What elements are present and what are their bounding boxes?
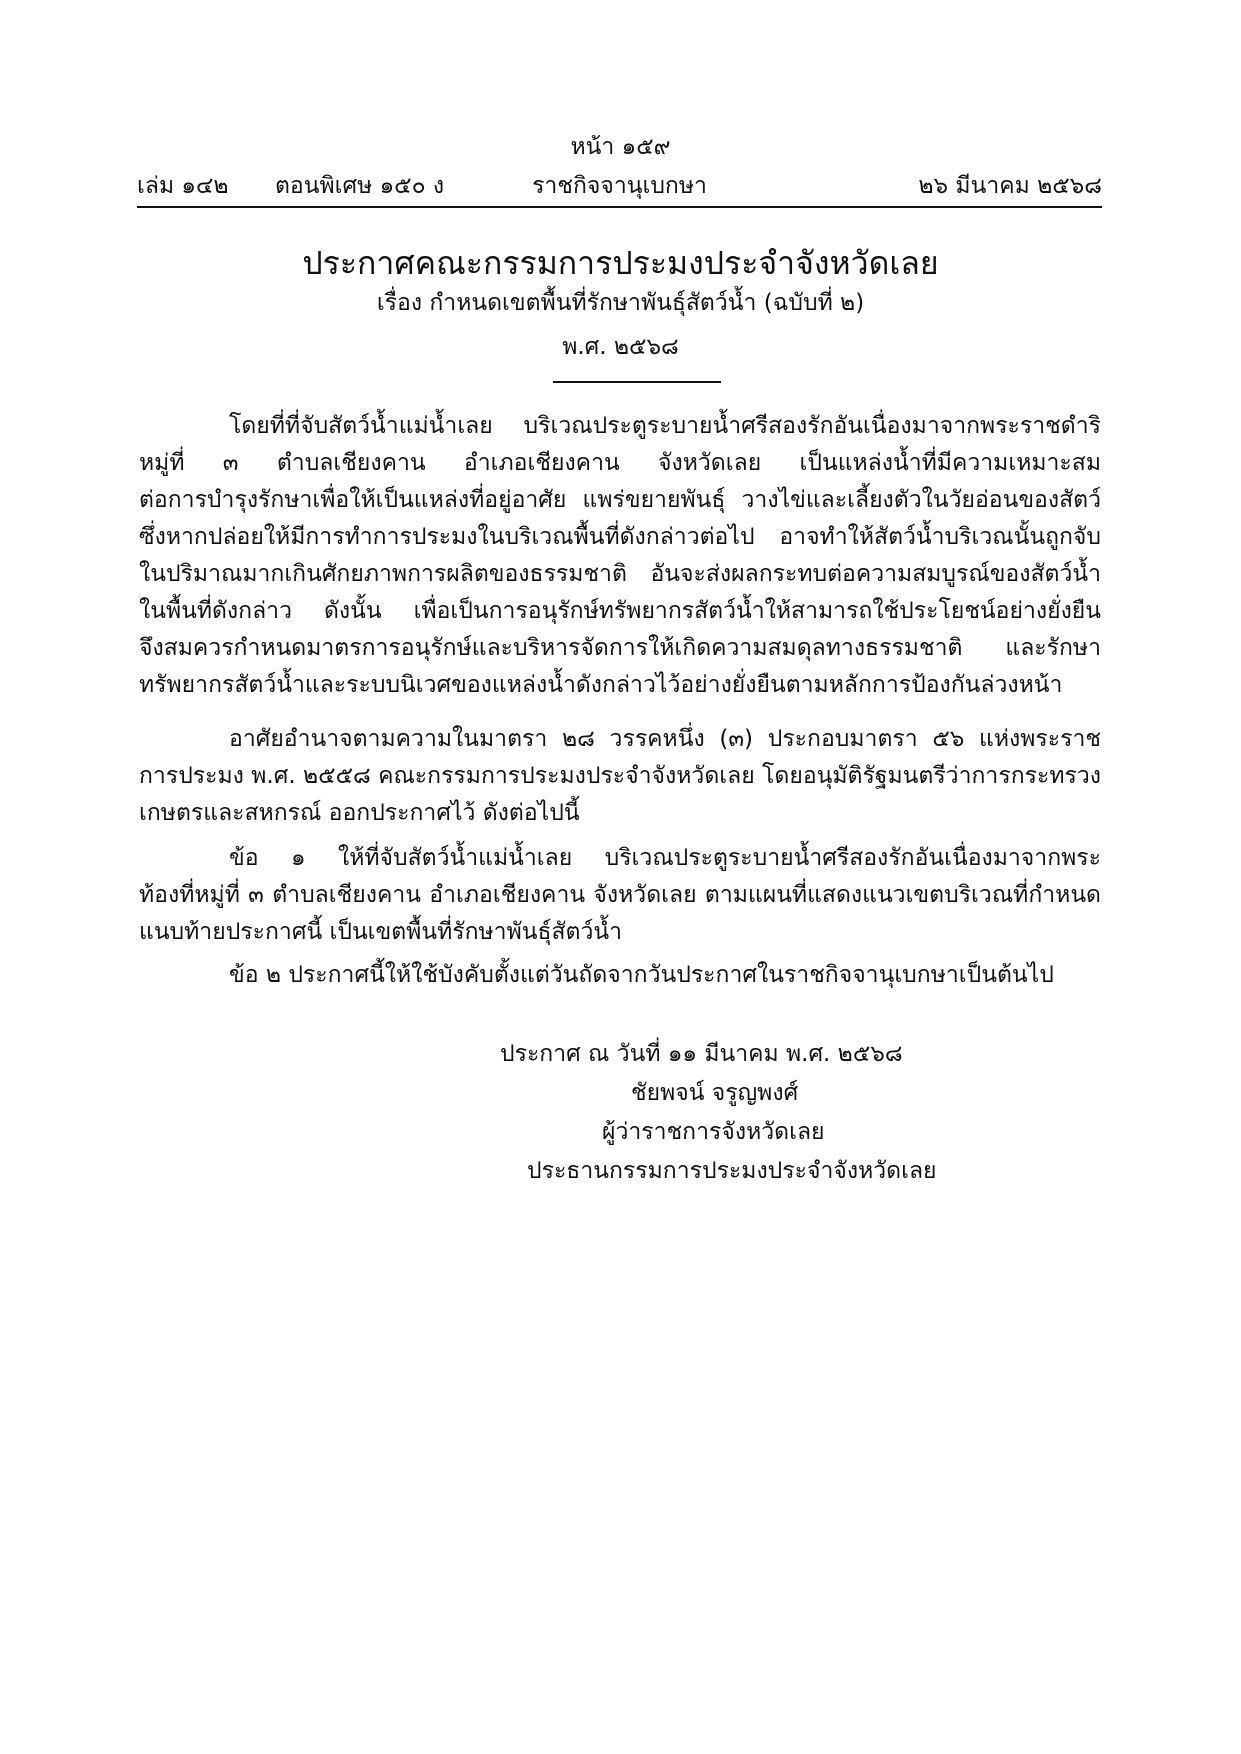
signatory-name: ชัยพจน์ จรูญพงศ์ bbox=[631, 1080, 799, 1106]
text-line: โดยที่ที่จับสัตว์น้ำแม่น้ำเลย บริเวณประตูระบายน้ำศรีสองรักอันเนื่องมาจากพระราชดำริ bbox=[229, 413, 1101, 439]
issue-label: ตอนพิเศษ ๑๕๐ ง bbox=[275, 173, 445, 199]
text-line: ข้อ ๒ ประกาศนี้ให้ใช้บังคับตั้งแต่วันถัดจากวันประกาศในราชกิจจานุเบกษาเป็นต้นไป bbox=[229, 962, 1054, 988]
header-divider bbox=[137, 206, 1102, 208]
text-line: ทรัพยากรสัตว์น้ำและระบบนิเวศของแหล่งน้ำดังกล่าวไว้อย่างยั่งยืนตามหลักการป้องกันล่วงหน้า bbox=[139, 672, 1063, 698]
gazette-name: ราชกิจจานุเบกษา bbox=[532, 173, 707, 199]
text-line: ต่อการบำรุงรักษาเพื่อให้เป็นแหล่งที่อยู่อาศัย แพร่ขยายพันธุ์ วางไข่และเลี้ยงตัวในวัยอ่อนของสัตว์ bbox=[139, 487, 1101, 513]
text-line: หมู่ที่ ๓ ตำบลเชียงคาน อำเภอเชียงคาน จังหวัดเลย เป็นแหล่งน้ำที่มีความเหมาะสม bbox=[139, 450, 1101, 476]
volume-label: เล่ม ๑๔๒ bbox=[137, 173, 229, 199]
text-line: ในพื้นที่ดังกล่าว ดังนั้น เพื่อเป็นการอนุรักษ์ทรัพยากรสัตว์น้ำให้สามารถใช้ประโยชน์อย่างยั่งยืน bbox=[139, 598, 1101, 624]
text-line: ข้อ ๑ ให้ที่จับสัตว์น้ำแม่น้ำเลย บริเวณประตูระบายน้ำศรีสองรักอันเนื่องมาจากพระ bbox=[229, 845, 1101, 871]
clause-1 bbox=[139, 840, 1101, 951]
document-year: พ.ศ. ๒๕๖๘ bbox=[562, 334, 679, 360]
text-line: ซึ่งหากปล่อยให้มีการทำการประมงในบริเวณพื้นที่ดังกล่าวต่อไป อาจทำให้สัตว์น้ำบริเวณนั้นถูกจับ bbox=[139, 524, 1101, 550]
gazette-header bbox=[137, 170, 1102, 202]
text-line: เกษตรและสหกรณ์ ออกประกาศไว้ ดังต่อไปนี้ bbox=[139, 800, 580, 826]
clause-2 bbox=[139, 957, 1101, 994]
text-line: อาศัยอำนาจตามความในมาตรา ๒๘ วรรคหนึ่ง (๓) ประกอบมาตรา ๕๖ แห่งพระราช bbox=[229, 726, 1101, 752]
document-subject: เรื่อง กำหนดเขตพื้นที่รักษาพันธุ์สัตว์น้ำ (ฉบับที่ ๒) bbox=[376, 290, 865, 316]
text-line: แนบท้ายประกาศนี้ เป็นเขตพื้นที่รักษาพันธุ์สัตว์น้ำ bbox=[139, 919, 623, 945]
signatory-chair-position: ประธานกรรมการประมงประจำจังหวัดเลย bbox=[527, 1158, 937, 1184]
publication-date: ๒๖ มีนาคม ๒๕๖๘ bbox=[918, 173, 1102, 199]
authority-paragraph bbox=[139, 721, 1101, 832]
text-line: ในปริมาณมากเกินศักยภาพการผลิตของธรรมชาติ อันจะส่งผลกระทบต่อความสมบูรณ์ของสัตว์น้ำ bbox=[139, 561, 1101, 587]
text-line: การประมง พ.ศ. ๒๕๕๘ คณะกรรมการประมงประจำจังหวัดเลย โดยอนุมัติรัฐมนตรีว่าการกระทรวง bbox=[139, 763, 1101, 789]
text-line: จึงสมควรกำหนดมาตรการอนุรักษ์และบริหารจัดการให้เกิดความสมดุลทางธรรมชาติ และรักษา bbox=[139, 635, 1101, 661]
announcement-date: ประกาศ ณ วันที่ ๑๑ มีนาคม พ.ศ. ๒๕๖๘ bbox=[500, 1041, 903, 1067]
title-divider bbox=[553, 381, 721, 383]
document-title: ประกาศคณะกรรมการประมงประจำจังหวัดเลย bbox=[302, 244, 939, 282]
text-line: ท้องที่หมู่ที่ ๓ ตำบลเชียงคาน อำเภอเชียงคาน จังหวัดเลย ตามแผนที่แสดงแนวเขตบริเวณที่กำหนด bbox=[139, 882, 1101, 908]
signatory-position: ผู้ว่าราชการจังหวัดเลย bbox=[602, 1119, 825, 1145]
preamble-paragraph bbox=[139, 408, 1101, 704]
page-number: หน้า ๑๕๙ bbox=[570, 134, 671, 160]
